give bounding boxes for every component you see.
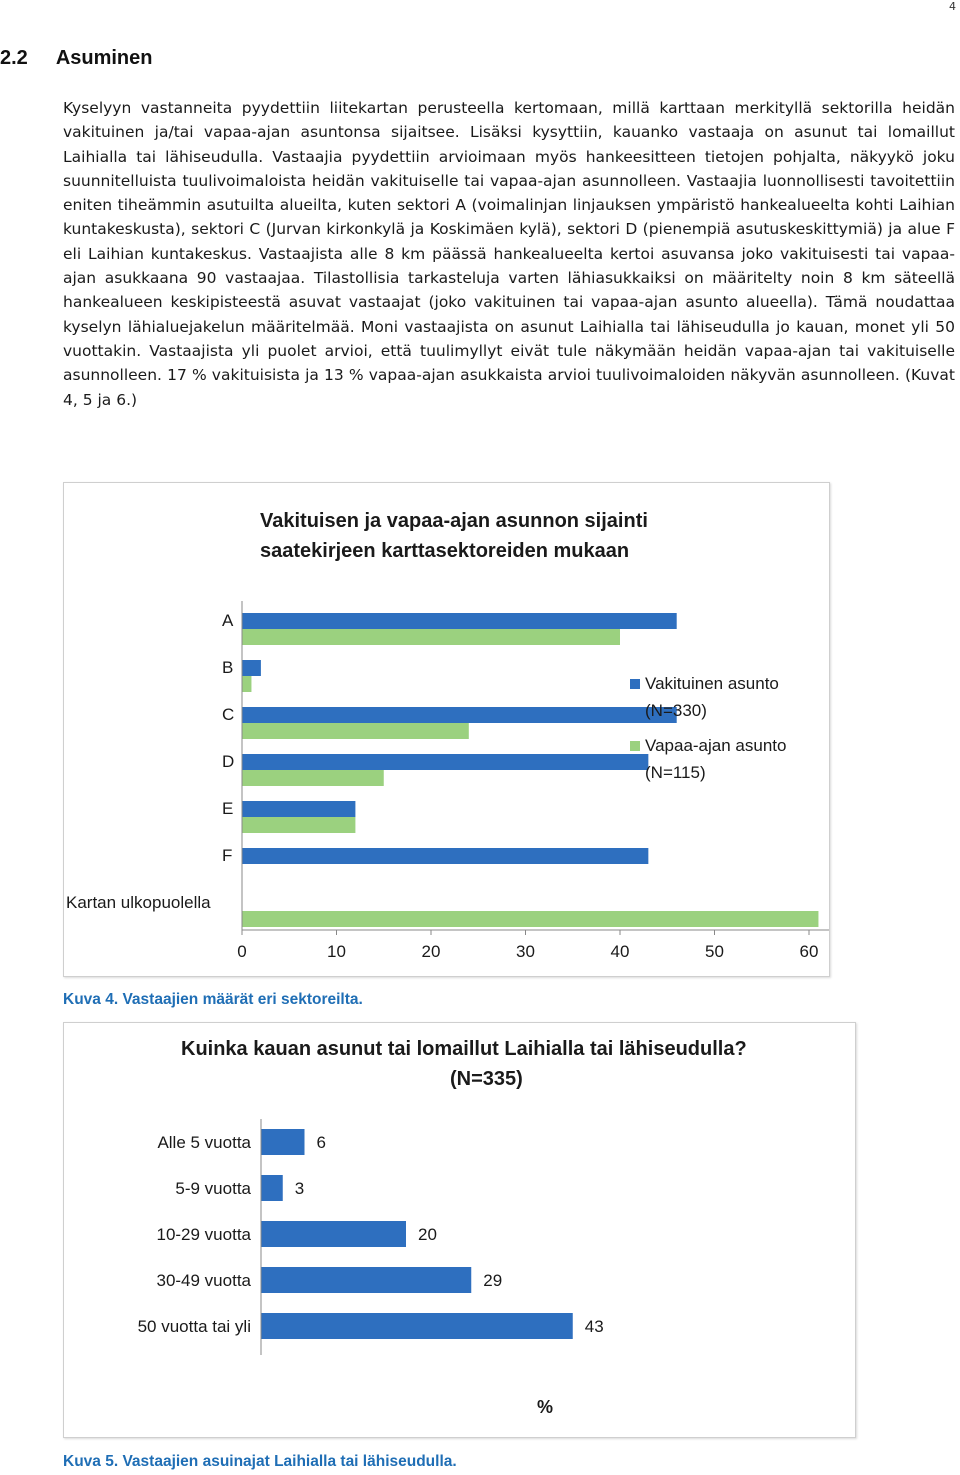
chart-title-line: Kuinka kauan asunut tai lomaillut Laihialla tai lähiseudulla? bbox=[181, 1038, 747, 1060]
category-label: 5-9 vuotta bbox=[175, 1179, 251, 1198]
data-label: 3 bbox=[294, 1179, 305, 1198]
category-label: Kartan ulkopuolella bbox=[66, 893, 211, 912]
category-label: D bbox=[222, 752, 235, 771]
category-label: 50 vuotta tai yli bbox=[137, 1317, 251, 1336]
x-tick-label: 60 bbox=[799, 942, 819, 961]
body-paragraph: Kyselyyn vastanneita pyydettiin liitekartan perusteella kertomaan, millä karttaan merkityllä sektorilla heidän vakituinen ja/tai vapaa-ajan asuntonsa sijaitsee. Lisäksi kysyttiin, kauanko vastaaja on asunut tai lomaillut Laihialla tai lähiseudulla. Vastaajia pyydettiin arvioimaan myös hankeesitteen tietojen pohjalta, näkyykö joku suunnitelluista tuulivoimaloista heidän vakituiselle tai vapaa-ajan asunnolleen. Vastaajia luonnollisesti tavoitettiin eniten tiheämmin asutuilta alueilta, kuten sektori A (voimalinjan linjauksen ympäristö hankealueelta kohti Laihian kuntakeskusta), sektori C (Jurvan kirkonkylä ja Koskimäen kylä), sektori D (pienempiä asutuskeskittymiä) ja alue F eli Laihian kuntakeskus. Vastaajista alle 8 km päässä hankealueelta kertoi asuvansa joko vakituisesti tai vapaa-ajan asukkaana 90 vastaajaa. Tilastollisia tarkasteluja varten lähiasukkaiksi on määritelty noin 8 km säteellä hankealueen keskipisteestä asuvat vastaajat (joko vakituinen tai vapaa-ajan asunto alueella). Tämä noudattaa kyselyn lähialuejakelun määritelmää. Moni vastaajista on asunut Laihialla tai lähiseudulla jo kauan, monet yli 50 vuottakin. Vastaajista yli puolet arvioi, että tuulimyllyt eivät tule näkymään heidän vapaa-ajan tai vakituiselle asunnolleen. 17 % vakituisista ja 13 % vapaa-ajan asukkaista arvioi tuulivoimaloiden näkyvän asunnolleen. (Kuvat 4, 5 ja 6.) bbox=[63, 99, 955, 409]
legend-label: Vakituinen asunto bbox=[645, 674, 779, 693]
category-label: E bbox=[222, 799, 234, 818]
bar bbox=[242, 676, 251, 692]
category-label: A bbox=[222, 611, 234, 630]
data-label: 29 bbox=[483, 1271, 503, 1290]
figure-5-caption: Kuva 5. Vastaajien asuinajat Laihialla tai lähiseudulla. bbox=[63, 1453, 457, 1470]
bar bbox=[242, 770, 384, 786]
category-label: 30-49 vuotta bbox=[156, 1271, 251, 1290]
residence-location-chart bbox=[64, 483, 829, 976]
bar bbox=[261, 1313, 573, 1339]
bar bbox=[242, 613, 677, 629]
bar bbox=[242, 723, 469, 739]
bar bbox=[242, 754, 648, 770]
data-label: 43 bbox=[584, 1317, 604, 1336]
x-tick-label: 50 bbox=[705, 942, 724, 961]
bar bbox=[261, 1129, 305, 1155]
data-label: 20 bbox=[418, 1225, 437, 1244]
figure-5-chart bbox=[63, 1022, 856, 1438]
category-label: B bbox=[222, 658, 234, 677]
figure-4-caption: Kuva 4. Vastaajien määrät eri sektoreilta. bbox=[63, 991, 363, 1008]
legend-swatch bbox=[630, 741, 640, 751]
x-tick-label: 10 bbox=[327, 942, 346, 961]
bar bbox=[261, 1221, 406, 1247]
x-axis-label: % bbox=[536, 1397, 554, 1417]
bar bbox=[242, 911, 818, 927]
category-label: 10-29 vuotta bbox=[156, 1225, 251, 1244]
section-heading bbox=[0, 47, 153, 70]
data-label: 6 bbox=[316, 1133, 326, 1152]
category-label: Alle 5 vuotta bbox=[157, 1133, 251, 1152]
section-number: 2.2 bbox=[0, 47, 28, 69]
chart-title-line: (N=335) bbox=[450, 1068, 523, 1090]
section-title: Asuminen bbox=[55, 47, 153, 69]
x-tick-label: 0 bbox=[237, 942, 247, 961]
x-tick-label: 40 bbox=[610, 942, 630, 961]
residence-duration-chart bbox=[64, 1023, 855, 1437]
legend-swatch bbox=[630, 679, 640, 689]
x-tick-label: 30 bbox=[516, 942, 535, 961]
bar bbox=[242, 801, 355, 817]
bar bbox=[242, 629, 620, 645]
bar bbox=[242, 707, 677, 723]
legend-label: (N=115) bbox=[645, 763, 706, 782]
page-number: 4 bbox=[949, 0, 956, 13]
bar bbox=[242, 660, 261, 676]
figure-4-chart bbox=[63, 482, 830, 977]
category-label: C bbox=[222, 705, 235, 724]
chart-title-line: saatekirjeen karttasektoreiden mukaan bbox=[260, 540, 630, 562]
bar bbox=[261, 1175, 283, 1201]
category-label: F bbox=[222, 846, 233, 865]
bar bbox=[261, 1267, 471, 1293]
x-tick-label: 20 bbox=[421, 942, 441, 961]
legend-label: (N=330) bbox=[645, 701, 707, 720]
legend-label: Vapaa-ajan asunto bbox=[645, 736, 787, 755]
bar bbox=[242, 817, 355, 833]
chart-title-line: Vakituisen ja vapaa-ajan asunnon sijainti bbox=[260, 510, 648, 532]
bar bbox=[242, 848, 648, 864]
